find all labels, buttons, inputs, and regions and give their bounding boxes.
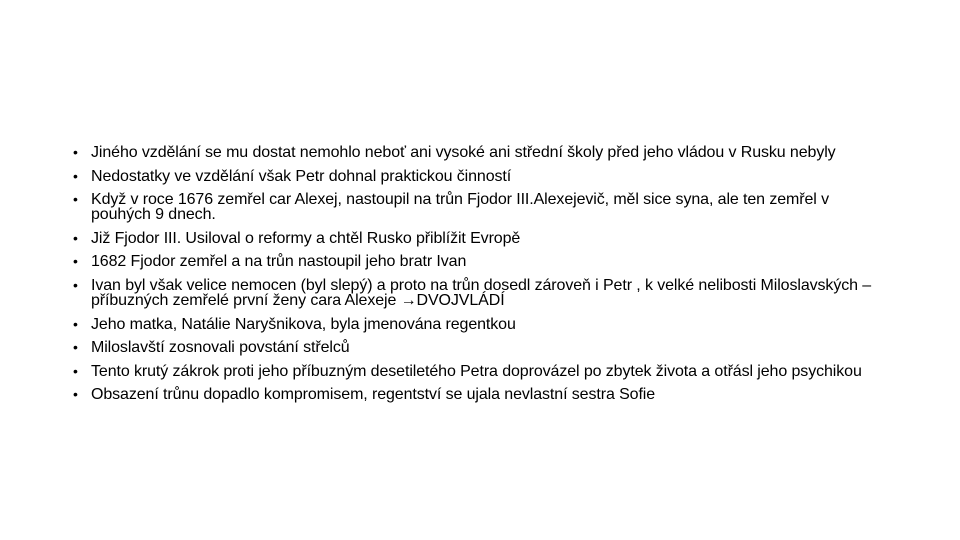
- bullet-text: Když v roce 1676 zemřel car Alexej, nastoupil na trůn Fjodor III.Alexejevič, měl sice syna, ale ten zemřel v pouhých 9 dnech.: [91, 191, 829, 224]
- list-item: [72, 254, 882, 269]
- bullet-point-icon: •: [73, 276, 78, 293]
- bullet-list: [72, 145, 882, 411]
- bullet-point-icon: •: [73, 167, 78, 184]
- bullet-point-icon: •: [73, 253, 78, 270]
- bullet-point-icon: •: [73, 339, 78, 356]
- bullet-text: Jiného vzdělání se mu dostat nemohlo neboť ani vysoké ani střední školy před jeho vládou v Rusku nebyly: [91, 144, 836, 161]
- bullet-point-icon: •: [73, 191, 78, 208]
- bullet-point-icon: •: [73, 386, 78, 403]
- list-item: [72, 317, 882, 332]
- bullet-text: Tento krutý zákrok proti jeho příbuzným desetiletého Petra doprovázel po zbytek života a otřásl jeho psychikou: [91, 362, 862, 380]
- bullet-point-icon: •: [73, 144, 78, 160]
- bullet-text: Obsazení trůnu dopadlo kompromisem, regentství se ujala nevlastní sestra Sofie: [91, 386, 656, 404]
- bullet-text: Ivan byl však velice nemocen (byl slepý) a proto na trůn dosedl zároveň i Petr , k velké nelibosti Miloslavských – příbuzných zemřelé první ženy cara Alexeje →DVOJVLÁDÍ: [91, 276, 872, 309]
- list-item: [72, 192, 882, 222]
- bullet-text: Již Fjodor III. Usiloval o reformy a chtěl Rusko přiblížit Evropě: [91, 229, 521, 247]
- list-item: [72, 278, 882, 308]
- bullet-text: Nedostatky ve vzdělání však Petr dohnal praktickou činností: [91, 167, 512, 185]
- bullet-point-icon: •: [73, 315, 78, 332]
- list-item: [72, 387, 882, 402]
- bullet-text: 1682 Fjodor zemřel a na trůn nastoupil jeho bratr Ivan: [91, 253, 467, 271]
- bullet-point-icon: •: [73, 362, 78, 379]
- list-item: [72, 145, 882, 160]
- list-item: [72, 340, 882, 355]
- bullet-text: Jeho matka, Natálie Naryšnikova, byla jmenována regentkou: [91, 315, 516, 333]
- list-item: [72, 231, 882, 246]
- list-item: [72, 169, 882, 184]
- list-item: [72, 364, 882, 379]
- bullet-point-icon: •: [73, 229, 78, 246]
- bullet-text: Miloslavští zosnovali povstání střelců: [91, 339, 350, 357]
